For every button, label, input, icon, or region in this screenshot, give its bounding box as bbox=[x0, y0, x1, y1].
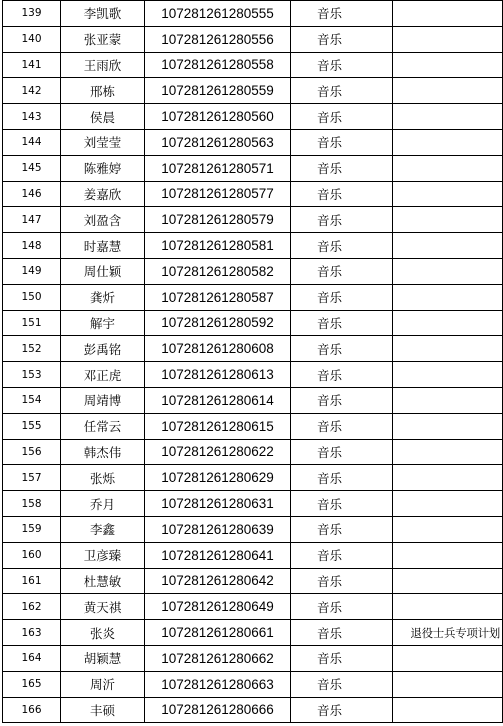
candidate-id: 107281261280614 bbox=[145, 387, 291, 413]
major: 音乐 bbox=[291, 78, 393, 104]
major: 音乐 bbox=[291, 52, 393, 78]
major: 音乐 bbox=[291, 594, 393, 620]
candidate-id: 107281261280661 bbox=[145, 620, 291, 646]
table-row bbox=[3, 78, 503, 104]
candidate-id: 107281261280666 bbox=[145, 697, 291, 723]
row-number: 148 bbox=[3, 233, 61, 259]
table-row bbox=[3, 129, 503, 155]
remark bbox=[393, 671, 503, 697]
admission-table bbox=[2, 0, 503, 723]
candidate-id: 107281261280639 bbox=[145, 516, 291, 542]
row-number: 156 bbox=[3, 439, 61, 465]
remark bbox=[393, 362, 503, 388]
candidate-id: 107281261280582 bbox=[145, 258, 291, 284]
row-number: 155 bbox=[3, 413, 61, 439]
remark bbox=[393, 181, 503, 207]
remark bbox=[393, 155, 503, 181]
row-number: 159 bbox=[3, 516, 61, 542]
student-name: 邢栋 bbox=[61, 78, 145, 104]
remark bbox=[393, 336, 503, 362]
row-number: 152 bbox=[3, 336, 61, 362]
table-row bbox=[3, 284, 503, 310]
candidate-id: 107281261280649 bbox=[145, 594, 291, 620]
remark: 退役士兵专项计划 bbox=[393, 620, 503, 646]
student-name: 周仕颖 bbox=[61, 258, 145, 284]
major: 音乐 bbox=[291, 310, 393, 336]
major: 音乐 bbox=[291, 439, 393, 465]
student-name: 解宇 bbox=[61, 310, 145, 336]
student-name: 周沂 bbox=[61, 671, 145, 697]
candidate-id: 107281261280563 bbox=[145, 129, 291, 155]
candidate-id: 107281261280560 bbox=[145, 104, 291, 130]
remark bbox=[393, 594, 503, 620]
remark bbox=[393, 310, 503, 336]
student-name: 姜嘉欣 bbox=[61, 181, 145, 207]
candidate-id: 107281261280615 bbox=[145, 413, 291, 439]
student-name: 杜慧敏 bbox=[61, 568, 145, 594]
major: 音乐 bbox=[291, 568, 393, 594]
table-row bbox=[3, 155, 503, 181]
remark bbox=[393, 1, 503, 27]
remark bbox=[393, 129, 503, 155]
remark bbox=[393, 104, 503, 130]
table-row bbox=[3, 439, 503, 465]
row-number: 163 bbox=[3, 620, 61, 646]
table-row bbox=[3, 207, 503, 233]
student-name: 李凯歌 bbox=[61, 1, 145, 27]
student-name: 卫彦臻 bbox=[61, 542, 145, 568]
row-number: 157 bbox=[3, 465, 61, 491]
candidate-id: 107281261280571 bbox=[145, 155, 291, 181]
table-row bbox=[3, 645, 503, 671]
student-name: 张烁 bbox=[61, 465, 145, 491]
student-name: 侯晨 bbox=[61, 104, 145, 130]
candidate-id: 107281261280559 bbox=[145, 78, 291, 104]
major: 音乐 bbox=[291, 284, 393, 310]
candidate-id: 107281261280663 bbox=[145, 671, 291, 697]
student-name: 张亚蒙 bbox=[61, 26, 145, 52]
remark bbox=[393, 233, 503, 259]
major: 音乐 bbox=[291, 181, 393, 207]
row-number: 153 bbox=[3, 362, 61, 388]
major: 音乐 bbox=[291, 104, 393, 130]
table-row bbox=[3, 671, 503, 697]
major: 音乐 bbox=[291, 491, 393, 517]
candidate-id: 107281261280555 bbox=[145, 1, 291, 27]
student-name: 任常云 bbox=[61, 413, 145, 439]
row-number: 145 bbox=[3, 155, 61, 181]
row-number: 139 bbox=[3, 1, 61, 27]
row-number: 140 bbox=[3, 26, 61, 52]
student-name: 周靖博 bbox=[61, 387, 145, 413]
candidate-id: 107281261280631 bbox=[145, 491, 291, 517]
major: 音乐 bbox=[291, 336, 393, 362]
major: 音乐 bbox=[291, 387, 393, 413]
major: 音乐 bbox=[291, 362, 393, 388]
candidate-id: 107281261280642 bbox=[145, 568, 291, 594]
table-row bbox=[3, 181, 503, 207]
table-body bbox=[3, 1, 503, 723]
row-number: 161 bbox=[3, 568, 61, 594]
admission-list-sheet bbox=[2, 0, 502, 723]
row-number: 149 bbox=[3, 258, 61, 284]
row-number: 144 bbox=[3, 129, 61, 155]
candidate-id: 107281261280662 bbox=[145, 645, 291, 671]
student-name: 时嘉慧 bbox=[61, 233, 145, 259]
row-number: 160 bbox=[3, 542, 61, 568]
student-name: 胡颖慧 bbox=[61, 645, 145, 671]
table-row bbox=[3, 594, 503, 620]
row-number: 158 bbox=[3, 491, 61, 517]
table-row bbox=[3, 568, 503, 594]
row-number: 165 bbox=[3, 671, 61, 697]
student-name: 龚炘 bbox=[61, 284, 145, 310]
table-row bbox=[3, 465, 503, 491]
table-row bbox=[3, 104, 503, 130]
table-row bbox=[3, 52, 503, 78]
remark bbox=[393, 439, 503, 465]
remark bbox=[393, 207, 503, 233]
row-number: 146 bbox=[3, 181, 61, 207]
student-name: 张炎 bbox=[61, 620, 145, 646]
row-number: 147 bbox=[3, 207, 61, 233]
row-number: 150 bbox=[3, 284, 61, 310]
major: 音乐 bbox=[291, 258, 393, 284]
student-name: 韩杰伟 bbox=[61, 439, 145, 465]
major: 音乐 bbox=[291, 542, 393, 568]
row-number: 162 bbox=[3, 594, 61, 620]
student-name: 刘盈含 bbox=[61, 207, 145, 233]
table-row bbox=[3, 336, 503, 362]
table-row bbox=[3, 310, 503, 336]
remark bbox=[393, 387, 503, 413]
candidate-id: 107281261280613 bbox=[145, 362, 291, 388]
remark bbox=[393, 542, 503, 568]
major: 音乐 bbox=[291, 155, 393, 181]
remark bbox=[393, 491, 503, 517]
candidate-id: 107281261280581 bbox=[145, 233, 291, 259]
candidate-id: 107281261280577 bbox=[145, 181, 291, 207]
remark bbox=[393, 645, 503, 671]
table-row bbox=[3, 620, 503, 646]
remark bbox=[393, 568, 503, 594]
remark bbox=[393, 258, 503, 284]
table-row bbox=[3, 697, 503, 723]
student-name: 乔月 bbox=[61, 491, 145, 517]
major: 音乐 bbox=[291, 465, 393, 491]
major: 音乐 bbox=[291, 697, 393, 723]
table-row bbox=[3, 491, 503, 517]
table-row bbox=[3, 413, 503, 439]
remark bbox=[393, 26, 503, 52]
row-number: 151 bbox=[3, 310, 61, 336]
candidate-id: 107281261280629 bbox=[145, 465, 291, 491]
major: 音乐 bbox=[291, 207, 393, 233]
remark bbox=[393, 52, 503, 78]
row-number: 143 bbox=[3, 104, 61, 130]
remark bbox=[393, 78, 503, 104]
major: 音乐 bbox=[291, 620, 393, 646]
candidate-id: 107281261280579 bbox=[145, 207, 291, 233]
table-row bbox=[3, 26, 503, 52]
row-number: 142 bbox=[3, 78, 61, 104]
remark bbox=[393, 697, 503, 723]
remark bbox=[393, 516, 503, 542]
major: 音乐 bbox=[291, 413, 393, 439]
student-name: 王雨欣 bbox=[61, 52, 145, 78]
table-row bbox=[3, 387, 503, 413]
table-row bbox=[3, 516, 503, 542]
table-row bbox=[3, 542, 503, 568]
major: 音乐 bbox=[291, 233, 393, 259]
candidate-id: 107281261280622 bbox=[145, 439, 291, 465]
major: 音乐 bbox=[291, 129, 393, 155]
candidate-id: 107281261280641 bbox=[145, 542, 291, 568]
student-name: 彭禹铭 bbox=[61, 336, 145, 362]
candidate-id: 107281261280608 bbox=[145, 336, 291, 362]
student-name: 黄天祺 bbox=[61, 594, 145, 620]
candidate-id: 107281261280587 bbox=[145, 284, 291, 310]
candidate-id: 107281261280558 bbox=[145, 52, 291, 78]
major: 音乐 bbox=[291, 26, 393, 52]
table-row bbox=[3, 258, 503, 284]
table-row bbox=[3, 362, 503, 388]
major: 音乐 bbox=[291, 516, 393, 542]
major: 音乐 bbox=[291, 671, 393, 697]
remark bbox=[393, 284, 503, 310]
row-number: 164 bbox=[3, 645, 61, 671]
remark bbox=[393, 413, 503, 439]
row-number: 154 bbox=[3, 387, 61, 413]
major: 音乐 bbox=[291, 1, 393, 27]
row-number: 166 bbox=[3, 697, 61, 723]
remark bbox=[393, 465, 503, 491]
table-row bbox=[3, 1, 503, 27]
major: 音乐 bbox=[291, 645, 393, 671]
student-name: 李鑫 bbox=[61, 516, 145, 542]
student-name: 丰硕 bbox=[61, 697, 145, 723]
student-name: 邓正虎 bbox=[61, 362, 145, 388]
row-number: 141 bbox=[3, 52, 61, 78]
candidate-id: 107281261280592 bbox=[145, 310, 291, 336]
table-row bbox=[3, 233, 503, 259]
student-name: 刘莹莹 bbox=[61, 129, 145, 155]
student-name: 陈雅婷 bbox=[61, 155, 145, 181]
candidate-id: 107281261280556 bbox=[145, 26, 291, 52]
